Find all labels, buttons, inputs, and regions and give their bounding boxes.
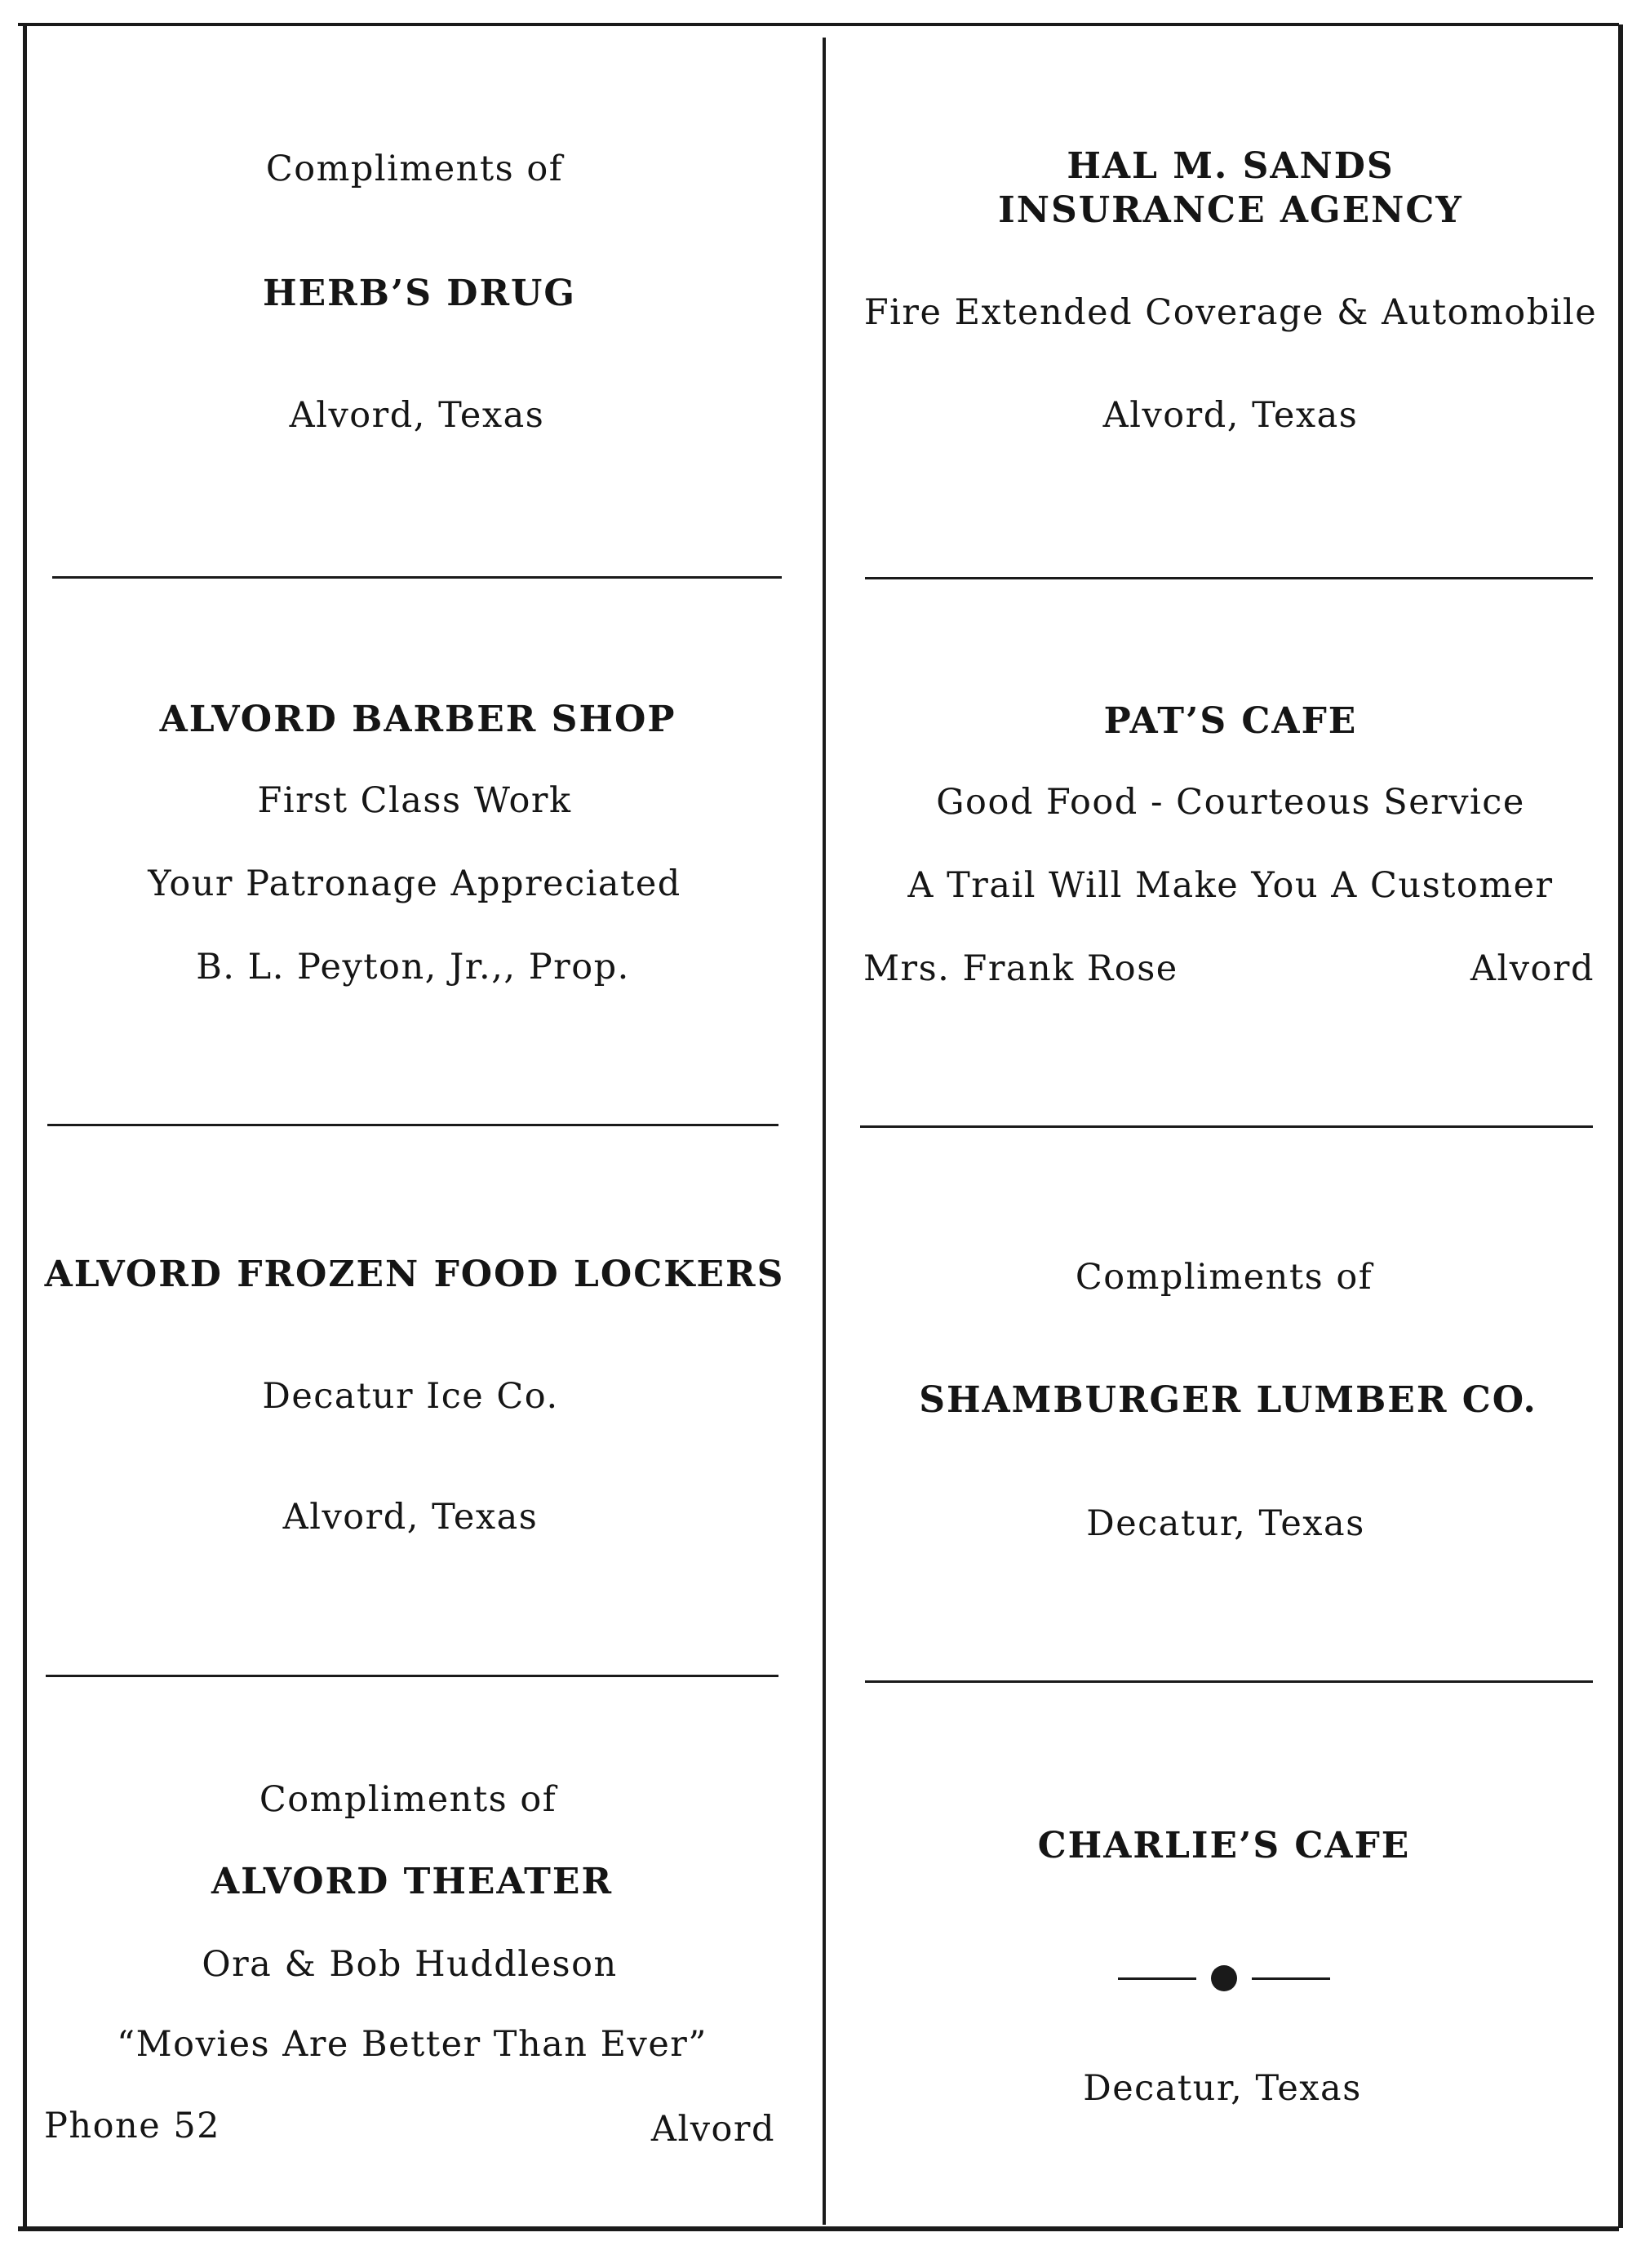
herbs-drug-location: Alvord, Texas [289,395,545,436]
pats-cafe-town: Alvord [1470,948,1595,989]
theater-slogan: “Movies Are Better Than Ever” [117,2024,707,2065]
shamburger-location: Decatur, Texas [1086,1503,1365,1544]
theater-phone: Phone 52 [44,2106,221,2146]
charlies-cafe-name: CHARLIE’S CAFE [1037,1825,1411,1866]
frozen-food-line1: Decatur Ice Co. [262,1376,559,1417]
separator-right-1 [865,577,1593,579]
ornament-dash-right [1252,1977,1330,1980]
hal-sands-tagline: Fire Extended Coverage & Automobile [863,292,1598,333]
bottom-border [18,2226,1619,2231]
pats-cafe-name: PAT’S CAFE [1103,700,1358,742]
barber-shop-line1: First Class Work [257,780,572,821]
hal-sands-name-line2: INSURANCE AGENCY [998,189,1463,231]
separator-left-1 [52,576,782,579]
frozen-food-name: ALVORD FROZEN FOOD LOCKERS [44,1254,785,1295]
shamburger-name: SHAMBURGER LUMBER CO. [919,1379,1537,1421]
theater-name: ALVORD THEATER [211,1861,614,1902]
dash-dot-ornament [1118,1965,1330,1991]
column-divider [823,38,826,2225]
ornament-dot [1211,1965,1237,1991]
hal-sands-name-line1: HAL M. SANDS [1067,145,1395,187]
theater-intro: Compliments of [259,1779,557,1820]
barber-shop-line2: Your Patronage Appreciated [148,863,681,904]
herbs-drug-intro: Compliments of [265,149,564,189]
shamburger-intro: Compliments of [1075,1257,1373,1298]
pats-cafe-owner: Mrs. Frank Rose [863,948,1178,989]
herbs-drug-name: HERB’S DRUG [263,273,576,314]
separator-right-3 [865,1680,1593,1683]
separator-left-2 [47,1124,778,1126]
pats-cafe-line1: Good Food - Courteous Service [936,782,1525,823]
theater-town: Alvord [650,2109,775,2150]
ornament-dash-left [1118,1977,1196,1980]
hal-sands-location: Alvord, Texas [1102,395,1359,436]
charlies-cafe-location: Decatur, Texas [1083,2068,1362,2109]
pats-cafe-line2: A Trail Will Make You A Customer [907,865,1554,906]
barber-shop-name: ALVORD BARBER SHOP [159,699,676,740]
barber-shop-proprietor: B. L. Peyton, Jr.,, Prop. [196,947,630,988]
separator-left-3 [46,1675,778,1677]
frozen-food-location: Alvord, Texas [282,1497,539,1538]
separator-right-2 [860,1125,1593,1128]
theater-owners: Ora & Bob Huddleson [202,1944,618,1985]
